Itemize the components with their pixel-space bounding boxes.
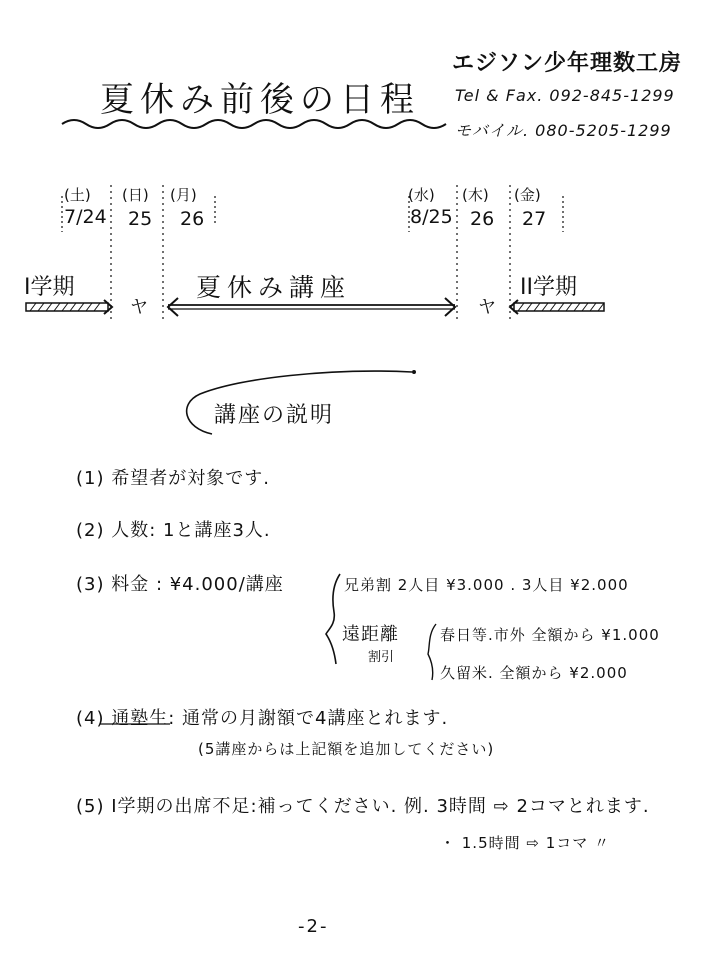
distance-brace xyxy=(428,624,436,680)
day-of-week: (日) xyxy=(122,186,149,204)
rest-mark: ヤ xyxy=(478,297,497,318)
day-of-week: (土) xyxy=(64,186,91,204)
item-capacity: (2) 人数: 1と講座3人. xyxy=(76,520,271,541)
distance-discount-label: 遠距離 xyxy=(342,624,399,645)
tel-fax: Tel & Fax. 092-845-1299 xyxy=(455,86,675,105)
day-of-week: (水) xyxy=(408,186,435,204)
date-label: 8/25 xyxy=(410,206,453,228)
item-fee: (3) 料金 : ¥4.000/講座 xyxy=(76,574,284,595)
term2-label: II学期 xyxy=(520,275,577,300)
summer-lecture-label: 夏休み講座 xyxy=(196,273,352,302)
organization-name: エジソン少年理数工房 xyxy=(452,51,683,76)
title-wavy-underline xyxy=(62,120,446,128)
term1-label: I学期 xyxy=(24,275,75,300)
term2-bar xyxy=(510,300,604,314)
page-number: -2- xyxy=(298,916,329,937)
mobile-number: モバイル. 080-5205-1299 xyxy=(455,121,672,140)
rest-mark: ヤ xyxy=(130,297,149,318)
section-title: 講座の説明 xyxy=(214,403,335,428)
date-label: 27 xyxy=(522,208,547,230)
sibling-discount: 兄弟割 2人目 ¥3.000 . 3人目 ¥2.000 xyxy=(344,576,629,594)
date-label: 25 xyxy=(128,208,153,230)
item-target: (1) 希望者が対象です. xyxy=(76,468,270,489)
page-title: 夏休み前後の日程 xyxy=(100,80,420,120)
item-attendance: (5) I学期の出席不足:補ってください. 例. 3時間 ⇨ 2コマとれます. xyxy=(76,796,650,817)
date-label: 26 xyxy=(180,208,205,230)
kurume-discount: 久留米. 全額から ¥2.000 xyxy=(440,664,628,682)
distance-discount-sub: 割引 xyxy=(368,650,395,665)
day-of-week: (金) xyxy=(514,186,541,204)
regular-students-note: (5講座からは上記額を追加してください) xyxy=(198,740,495,758)
attendance-note: ・ 1.5時間 ⇨ 1コマ 〃 xyxy=(440,834,611,852)
date-label: 26 xyxy=(470,208,495,230)
date-label: 7/24 xyxy=(64,206,107,228)
kasuga-discount: 春日等.市外 全額から ¥1.000 xyxy=(440,626,660,644)
day-of-week: (木) xyxy=(462,186,489,204)
day-of-week: (月) xyxy=(170,186,197,204)
item-regular-students: (4) 通塾生: 通常の月謝額で4講座とれます. xyxy=(76,708,449,729)
term1-bar xyxy=(26,300,112,314)
fee-brace xyxy=(326,574,340,664)
